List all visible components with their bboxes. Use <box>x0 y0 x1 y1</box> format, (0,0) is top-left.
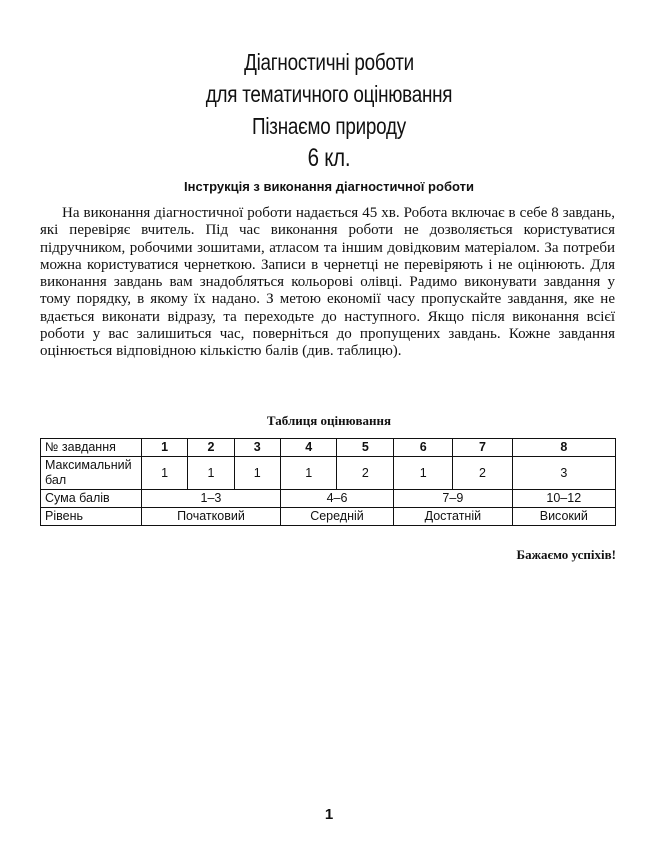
max-points-1: 1 <box>142 457 188 490</box>
table-row-level <box>41 508 616 526</box>
title-grade: 6 кл. <box>307 144 351 172</box>
row-label-sum: Сума балів <box>41 490 142 508</box>
task-number-5: 5 <box>337 439 394 457</box>
table-row-max-points <box>41 457 616 490</box>
max-points-6: 1 <box>394 457 453 490</box>
task-number-6: 6 <box>394 439 453 457</box>
instructions-paragraph: На виконання діагностичної роботи надається 45 хв. Робота включає в себе 8 завдань, які перевіряє вчитель. Під час виконання роботи не дозволяється користуватися підручником, робочими зошитами, атласом та іншим довідковим матеріалом. За потреби можна користуватися чернеткою. Записи в чернетці не перевіряють і не оцінюють. Для виконання завдань вам знадобляться кольорові олівці. Радимо виконувати завдання у тому порядку, в якому їх надано. З метою економії часу пропускайте завдання, яке не вдається виконати відразу, та переходьте до наступного. Якщо після виконання всієї роботи у вас залишиться час, поверніться до пропущених завдань. Кожне завдання оцінюється відповідною кількістю балів (див. таблицю). <box>40 205 615 360</box>
max-points-4: 1 <box>280 457 337 490</box>
max-points-5: 2 <box>337 457 394 490</box>
title-line-2: для тематичного оцінювання <box>205 81 453 107</box>
instructions-heading: Інструкція з виконання діагностичної роботи <box>184 179 474 194</box>
max-points-3: 1 <box>234 457 280 490</box>
table-row-sum <box>41 490 616 508</box>
task-number-3: 3 <box>234 439 280 457</box>
task-number-2: 2 <box>188 439 234 457</box>
level-sufficient: Достатній <box>394 508 512 526</box>
task-number-7: 7 <box>453 439 512 457</box>
grading-table-caption: Таблиця оцінювання <box>266 413 392 428</box>
max-points-2: 1 <box>188 457 234 490</box>
sum-range-high: 10–12 <box>512 490 615 508</box>
level-medium: Середній <box>280 508 393 526</box>
level-high: Високий <box>512 508 615 526</box>
row-label-level: Рівень <box>41 508 142 526</box>
task-number-8: 8 <box>512 439 615 457</box>
sum-range-medium: 4–6 <box>280 490 393 508</box>
sum-range-sufficient: 7–9 <box>394 490 512 508</box>
closing-wishes: Бажаємо успіхів! <box>516 547 616 562</box>
row-label-max-points: Максимальний бал <box>41 457 142 490</box>
level-initial: Початковий <box>142 508 281 526</box>
task-number-4: 4 <box>280 439 337 457</box>
title-line-1: Діагностичні роботи <box>244 49 414 75</box>
task-number-1: 1 <box>142 439 188 457</box>
page-number: 1 <box>324 806 334 823</box>
document-title <box>0 46 658 174</box>
title-line-3: Пізнаємо природу <box>252 113 406 139</box>
row-label-task-number: № завдання <box>41 439 142 457</box>
grading-table <box>40 438 616 526</box>
max-points-7: 2 <box>453 457 512 490</box>
sum-range-initial: 1–3 <box>142 490 281 508</box>
table-row-tasks <box>41 439 616 457</box>
max-points-8: 3 <box>512 457 615 490</box>
